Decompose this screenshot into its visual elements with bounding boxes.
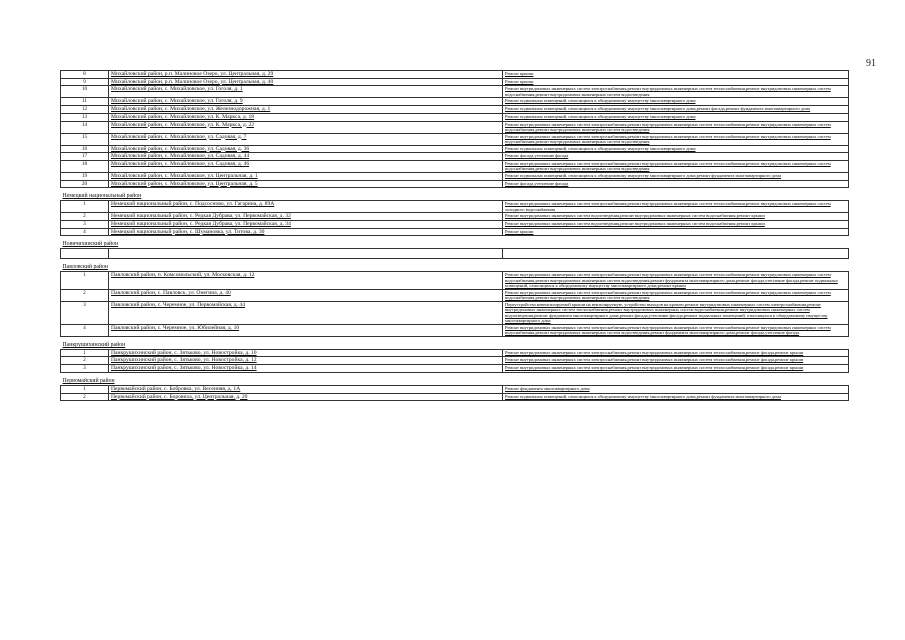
row-address: Первомайский район, с. Боровиха, ул. Центральная, д. 20 — [109, 393, 503, 401]
row-works: Ремонт подвальных помещений, относящихся к общедомовому имуществу многоквартирного дома — [503, 113, 849, 121]
row-number: 17 — [61, 153, 109, 161]
row-number: 1 — [61, 385, 109, 393]
row-number: 20 — [61, 180, 109, 188]
repair-register-table — [60, 70, 848, 401]
row-address: Немецкий национальный район, с. Подсосново, ул. Гагарина, д. 89А — [109, 201, 503, 213]
row-works: Ремонт внутридомовых инженерных систем водоотведения,ремонт внутридомовых инженерных систем водоснабжения,ремонт крыши — [503, 213, 849, 221]
table-row — [61, 160, 849, 172]
row-works — [503, 249, 849, 259]
row-number: 18 — [61, 160, 109, 172]
row-number: 3 — [61, 301, 109, 324]
row-address — [109, 249, 503, 259]
row-works: Ремонт подвальных помещений, относящихся к общедомовому имуществу многоквартирного дома — [503, 145, 849, 153]
row-works: Ремонт крыши — [503, 228, 849, 236]
table-row — [61, 153, 849, 161]
row-number: 4 — [61, 324, 109, 336]
district-header-row — [61, 188, 849, 201]
table-row — [61, 301, 849, 324]
table-row — [61, 272, 849, 290]
row-works: Ремонт фасада,утепление фасада — [503, 180, 849, 188]
row-address: Михайловский район, с. Михайловское, ул. К. Маркса, д. 18 — [109, 113, 503, 121]
row-address: Павловский район, п. Комсомольский, ул. Московская, д. 12 — [109, 272, 503, 290]
district-name: Новичихинский район — [61, 236, 849, 249]
row-address: Михайловский район, с. Михайловское, ул. Гоголя, д. 1 — [109, 86, 503, 98]
row-address: Немецкий национальный район, с. Редкая Дубрава, ул. Первомайская, д. 32 — [109, 213, 503, 221]
table-row — [61, 385, 849, 393]
row-works: Ремонт внутридомовых инженерных систем электроснабжения,ремонт внутридомовых инженерных систем теплоснабжения,ремонт фасада,ремонт крыши — [503, 349, 849, 357]
table-row — [61, 213, 849, 221]
row-address: Михайловский район, с. Михайловское, ул. Центральная, д. 1 — [109, 172, 503, 180]
row-number: 11 — [61, 98, 109, 106]
table-row — [61, 289, 849, 301]
row-address: Панкрушихинский район, с. Зятьково, ул. Новостройка, д. 10 — [109, 349, 503, 357]
table-row — [61, 86, 849, 98]
table-row — [61, 133, 849, 145]
register-table-body — [61, 71, 849, 401]
table-row — [61, 180, 849, 188]
row-address: Михайловский район, с. Михайловское, ул. Садовая, д. 44 — [109, 153, 503, 161]
table-row — [61, 365, 849, 373]
row-number — [61, 249, 109, 259]
table-row — [61, 324, 849, 336]
row-works: Ремонт подвальных помещений, относящихся к общедомовому имуществу многоквартирного дома,ремонт фасада,ремонт фундамента многоквартирного дома — [503, 106, 849, 114]
row-number: 9 — [61, 78, 109, 86]
row-works: Ремонт фундамента многоквартирного дома — [503, 385, 849, 393]
table-row — [61, 393, 849, 401]
table-row — [61, 201, 849, 213]
table-row — [61, 357, 849, 365]
row-number: 13 — [61, 113, 109, 121]
row-number: 1 — [61, 272, 109, 290]
row-number: 4 — [61, 228, 109, 236]
row-works: Ремонт фасада,утепление фасада — [503, 153, 849, 161]
table-row — [61, 349, 849, 357]
row-number: 12 — [61, 106, 109, 114]
row-number: 3 — [61, 220, 109, 228]
district-header-row — [61, 336, 849, 349]
row-number: 8 — [61, 71, 109, 79]
row-address: Михайловский район, с. Михайловское, ул. Садовая, д. 7 — [109, 133, 503, 145]
row-works: Ремонт внутридомовых инженерных систем электроснабжения,ремонт внутридомовых инженерных систем теплоснабжения,ремонт внутридомовых инженерных систем водоснабжения,ремонт внутридомовых инженерных систем водоотведения,ремонт фундамента многоквартирного дома,ремонт фасада,утепление фасада,ремонт подвальных помещений, относящихся к общедомовому имуществу многоквартирного дома,ремонт крыши — [503, 272, 849, 290]
row-works: Ремонт внутридомовых инженерных систем электроснабжения,ремонт внутридомовых инженерных систем теплоснабжения,ремонт внутридомовых инженерных систем водоснабжения,ремонт внутридомовых инженерных систем водоотведения — [503, 86, 849, 98]
row-number: 2 — [61, 393, 109, 401]
table-row — [61, 121, 849, 133]
row-address: Панкрушихинский район, с. Зятьково, ул. Новостройка, д. 14 — [109, 365, 503, 373]
row-address: Михайловский район, с. Михайловское, ул. Железнодорожная, д. 1 — [109, 106, 503, 114]
row-number: 16 — [61, 145, 109, 153]
row-address: Панкрушихинский район, с. Зятьково, ул. Новостройка, д. 12 — [109, 357, 503, 365]
row-works: Ремонт внутридомовых инженерных систем электроснабжения,ремонт внутридомовых инженерных систем теплоснабжения,ремонт внутридомовых инженерных систем водоснабжения,ремонт внутридомовых инженерных систем водоотведения,ремонт фундамента многоквартирного дома,ремонт фасада,утепление фасада — [503, 324, 849, 336]
row-works: Ремонт крыши — [503, 71, 849, 79]
row-works: Переустройство невентилируемой крыши на вентилируемую, устройство выходов на кровлю,ремонт внутридомовых инженерных систем электроснабжения,ремонт внутридомовых инженерных систем теплоснабжения,ремонт внутридомовых инженерных систем водоснабжения,ремонт внутридомовых инженерных систем водоотведения,ремонт фундамента многоквартирного дома,ремонт фасада,утепление фасада,ремонт подвальных помещений, относящихся к общедомовому имуществу многоквартирного дома — [503, 301, 849, 324]
row-address: Михайловский район, с. Михайловское, ул. Центральная, д. 5 — [109, 180, 503, 188]
row-works: Ремонт внутридомовых инженерных систем электроснабжения,ремонт внутридомовых инженерных систем теплоснабжения,ремонт внутридомовых инженерных систем водоснабжения,ремонт внутридомовых инженерных систем водоотведения — [503, 289, 849, 301]
row-number: 19 — [61, 172, 109, 180]
table-row — [61, 98, 849, 106]
district-name: Павловский район — [61, 259, 849, 272]
row-address: Павловский район, с. Павловск, ул. Онегина, д. 40 — [109, 289, 503, 301]
row-number: 3 — [61, 365, 109, 373]
row-address: Павловский район, с. Черемное, ул. Первомайская, д. 44 — [109, 301, 503, 324]
row-works: Ремонт подвальных помещений, относящихся к общедомовому имуществу многоквартирного дома — [503, 98, 849, 106]
row-number: 10 — [61, 86, 109, 98]
row-address: Михайловский район, р.п. Малиновое Озеро, ул. Центральная, д. 29 — [109, 71, 503, 79]
row-works: Ремонт внутридомовых инженерных систем электроснабжения,ремонт внутридомовых инженерных систем теплоснабжения,ремонт внутридомовых инженерных систем водоснабжения,ремонт внутридомовых инженерных систем водоотведения — [503, 133, 849, 145]
table-row — [61, 172, 849, 180]
row-works: Ремонт внутридомовых инженерных систем электроснабжения,ремонт внутридомовых инженерных систем теплоснабжения,ремонт внутридомовых инженерных систем холодного водоснабжения — [503, 201, 849, 213]
row-address: Михайловский район, с. Михайловское, ул. К. Маркса, д. 22 — [109, 121, 503, 133]
row-number: 1 — [61, 201, 109, 213]
district-header-row — [61, 236, 849, 249]
row-address: Михайловский район, с. Михайловское, ул. Садовая, д. 36 — [109, 145, 503, 153]
table-row — [61, 249, 849, 259]
table-row — [61, 71, 849, 79]
row-address: Михайловский район, р.п. Малиновое Озеро, ул. Центральная, д. 40 — [109, 78, 503, 86]
row-address: Немецкий национальный район, с. Редкая Дубрава, ул. Первомайская, д. 34 — [109, 220, 503, 228]
table-row — [61, 113, 849, 121]
page-number: 91 — [866, 58, 876, 69]
table-row — [61, 228, 849, 236]
row-number: 2 — [61, 289, 109, 301]
district-name: Панкрушихинский район — [61, 336, 849, 349]
row-number: 15 — [61, 133, 109, 145]
row-works: Ремонт крыши — [503, 78, 849, 86]
row-number: 2 — [61, 213, 109, 221]
district-header-row — [61, 259, 849, 272]
row-address: Немецкий национальный район, с. Шумановка, ул. Титова, д. 30 — [109, 228, 503, 236]
row-works: Ремонт внутридомовых инженерных систем водоотведения,ремонт внутридомовых инженерных систем водоснабжения,ремонт крыши — [503, 220, 849, 228]
district-header-row — [61, 372, 849, 385]
row-address: Первомайский район, с. Бобровка, ул. Весенняя, д. 1А — [109, 385, 503, 393]
row-works: Ремонт подвальных помещений, относящихся к общедомовому имуществу многоквартирного дома,ремонт фундамента многоквартирного дома — [503, 172, 849, 180]
row-works: Ремонт внутридомовых инженерных систем электроснабжения,ремонт внутридомовых инженерных систем теплоснабжения,ремонт внутридомовых инженерных систем водоснабжения,ремонт внутридомовых инженерных систем водоотведения — [503, 121, 849, 133]
row-number: 1 — [61, 349, 109, 357]
row-address: Павловский район, с. Черемное, ул. Юбилейная, д. 10 — [109, 324, 503, 336]
row-number: 14 — [61, 121, 109, 133]
register-table — [60, 70, 849, 401]
district-name: Немецкий национальный район — [61, 188, 849, 201]
district-name: Первомайский район — [61, 372, 849, 385]
table-row — [61, 220, 849, 228]
row-address: Михайловский район, с. Михайловское, ул. Садовая, д. 46 — [109, 160, 503, 172]
table-row — [61, 106, 849, 114]
table-row — [61, 145, 849, 153]
row-works: Ремонт внутридомовых инженерных систем электроснабжения,ремонт внутридомовых инженерных систем теплоснабжения,ремонт внутридомовых инженерных систем водоснабжения,ремонт внутридомовых инженерных систем водоотведения — [503, 160, 849, 172]
row-works: Ремонт внутридомовых инженерных систем электроснабжения,ремонт внутридомовых инженерных систем теплоснабжения,ремонт фасада,ремонт крыши — [503, 365, 849, 373]
table-row — [61, 78, 849, 86]
row-works: Ремонт внутридомовых инженерных систем электроснабжения,ремонт внутридомовых инженерных систем теплоснабжения,ремонт фасада,ремонт крыши — [503, 357, 849, 365]
row-address: Михайловский район, с. Михайловское, ул. Гоголя, д. 9 — [109, 98, 503, 106]
row-works: Ремонт подвальных помещений, относящихся к общедомовому имуществу многоквартирного дома,ремонт фундамента многоквартирного дома — [503, 393, 849, 401]
row-number: 2 — [61, 357, 109, 365]
